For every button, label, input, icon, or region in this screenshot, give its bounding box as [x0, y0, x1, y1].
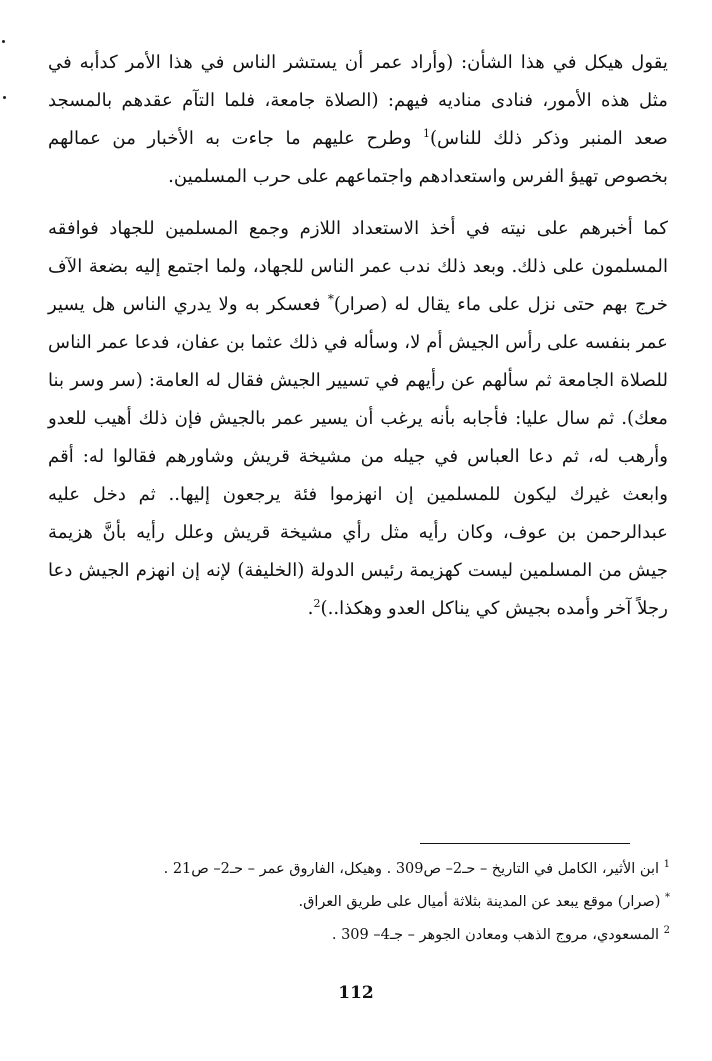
- paragraph-text: كما أخبرهم على نيته في أخذ الاستعداد اللازم وجمع المسلمين للجهاد فوافقه المسلمون على ذلك. وبعد ذلك ندب عمر الناس للجهاد، ولما اجتمع إليه بضعة الآف خرج بهم حتى نزل على ماء يقال له (صرار): [48, 218, 668, 315]
- footnote-reference: 1: [422, 126, 430, 140]
- body-text: [48, 44, 668, 628]
- paragraph-text: يقول هيكل في هذا الشأن: (وأراد عمر أن يستشر الناس في هذا الأمر كدأبه في مثل هذه الأمور، فنادى مناديه فيهم: (الصلاة جامعة، فلما التآم عقدهم بالمسجد صعد المنبر وذكر ذلك للناس): [48, 52, 668, 149]
- paragraph-text: .: [307, 598, 314, 619]
- page-number: 112: [338, 983, 374, 1003]
- footnote: [60, 853, 670, 886]
- footnote-reference: *: [327, 291, 334, 306]
- footnote-reference: 2: [313, 596, 321, 610]
- footnote: [60, 919, 670, 952]
- footnote-mark: 1: [663, 859, 670, 871]
- footnote-text: (صرار) موقع يبعد عن المدينة بثلاثة أميال على طريق العراق.: [298, 894, 661, 910]
- paragraph-text: فعسكر به ولا يدري الناس هل يسير عمر بنفسه على رأس الجيش أم لا، وسأله في ذلك عثما بن عفان، فدعا عمر الناس للصلاة الجامعة ثم سألهم عن رأيهم في تسيير الجيش فقال له العامة: (سر وسر بنا معك). ثم سال عليا: فأجابه بأنه يرغب أن يسير عمر بالجيش فإن ذلك أهيب للعدو وأرهب له، ثم دعا العباس في جيله من مشيخة قريش وشاورهم فقالوا له: أقم وابعث غيرك ليكون للمسلمين إن انهزموا فئة يرجعون إليها.. ثم دخل عليه عبدالرحمن بن عوف، وكان رأيه مثل رأي مشيخة قريش وعلل رأيه بأنَّ هزيمة جيش من المسلمين ليست كهزيمة رئيس الدولة (الخليفة) لإنه إن انهزم الجيش دعا رجلاً آخر وأمده بجيش كي يناكل العدو وهكذا..): [48, 294, 668, 619]
- paragraph-text: وطرح عليهم ما جاءت به الأخبار من عمالهم بخصوص تهيؤ الفرس واستعدادهم واجتماعهم على حرب المسلمين.: [48, 128, 668, 187]
- margin-mark: [3, 96, 6, 99]
- paragraph: [48, 210, 668, 628]
- margin-mark: [2, 40, 5, 43]
- footnote-mark: *: [665, 892, 670, 904]
- footnote-mark: 2: [663, 925, 670, 937]
- footnote-text: المسعودي، مروج الذهب ومعادن الجوهر – جـ4– 309 .: [331, 927, 660, 943]
- footnotes: [60, 853, 670, 952]
- footnote-text: ابن الأثير، الكامل في التاريخ – حـ2– ص309 . وهيكل، الفاروق عمر – حـ2– ص21 .: [163, 861, 660, 877]
- footnote-divider: [420, 843, 630, 844]
- paragraph: [48, 44, 668, 196]
- footnote: [60, 886, 670, 919]
